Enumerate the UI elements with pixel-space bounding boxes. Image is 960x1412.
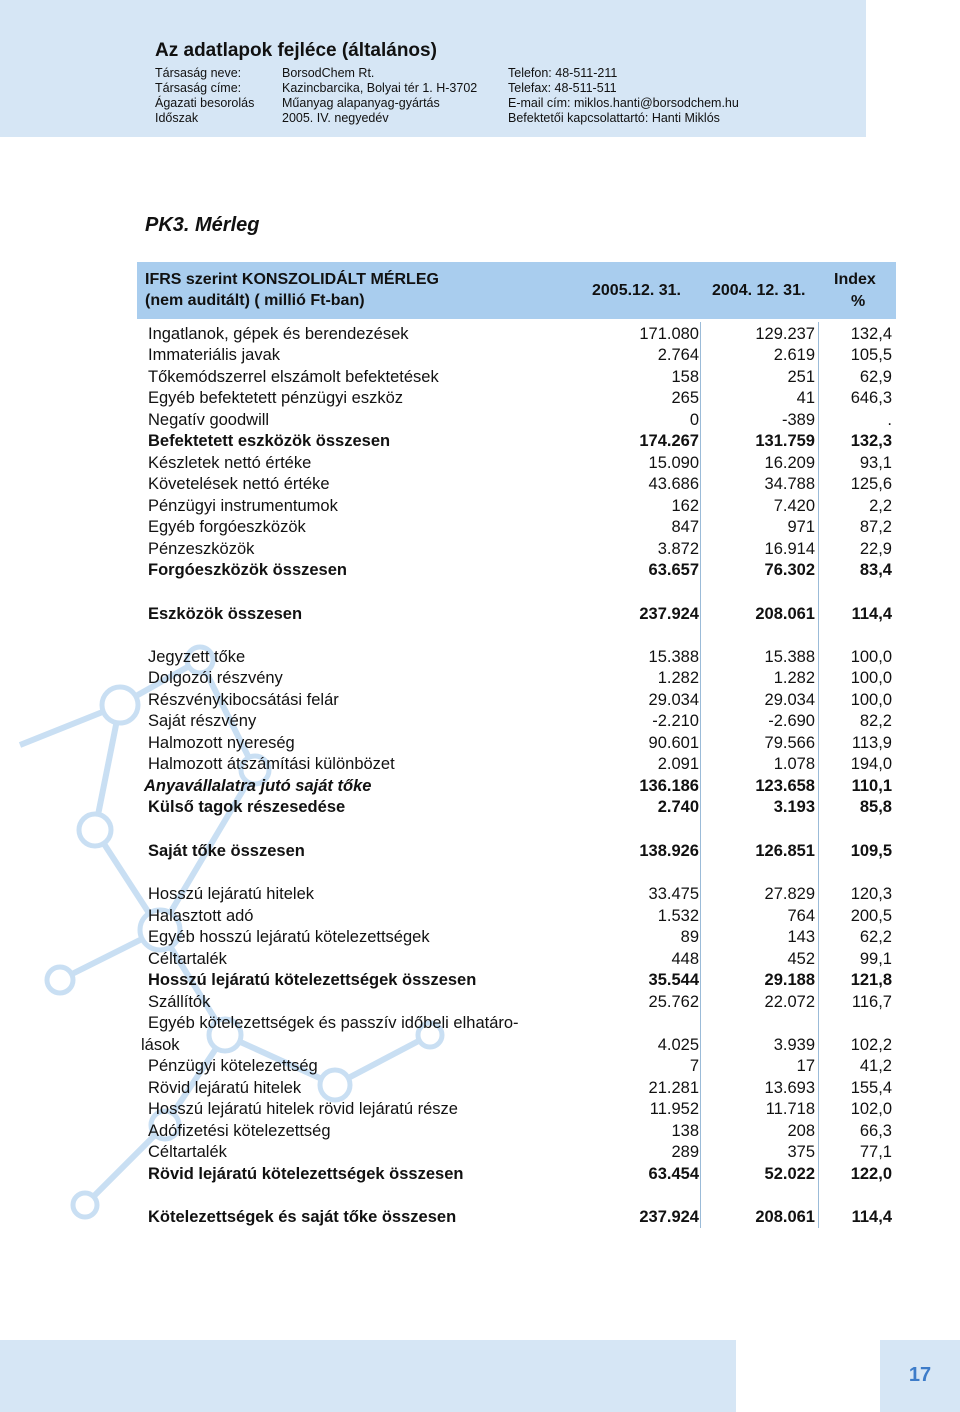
row-label: Saját részvény <box>148 712 257 730</box>
column-header-2005: 2005.12. 31. <box>592 282 681 299</box>
value-2004: 16.209 <box>764 454 815 472</box>
value-2005: 63.454 <box>648 1165 699 1183</box>
row-label: Egyéb forgóeszközök <box>148 518 306 536</box>
table-row-total <box>137 842 896 863</box>
value-2005: 0 <box>689 411 699 429</box>
value-index: 125,6 <box>850 475 892 493</box>
table-row <box>137 712 896 733</box>
value-2004: -389 <box>781 411 815 429</box>
section-title: PK3. Mérleg <box>145 214 260 236</box>
value-2004: 143 <box>787 928 815 946</box>
value-index: 62,2 <box>859 928 892 946</box>
value-index: 82,2 <box>859 712 892 730</box>
value-index: 99,1 <box>859 950 892 968</box>
header-value: BorsodChem Rt. <box>282 66 375 80</box>
value-index: 109,5 <box>850 842 892 860</box>
table-row <box>137 1036 896 1057</box>
table-row <box>137 454 896 475</box>
table-row-total <box>137 798 896 819</box>
table-row <box>137 540 896 561</box>
value-2005: 158 <box>671 368 699 386</box>
table-row <box>137 669 896 690</box>
row-label: Részvénykibocsátási felár <box>148 691 339 709</box>
row-label: Szállítók <box>148 993 211 1011</box>
column-header-index-unit: % <box>851 293 866 310</box>
row-label-continued: lások <box>141 1036 180 1054</box>
table-row-total <box>137 1208 896 1229</box>
value-index: 66,3 <box>859 1122 892 1140</box>
row-label: Egyéb hosszú lejáratú kötelezettségek <box>148 928 430 946</box>
value-2005: 63.657 <box>648 561 699 579</box>
row-label: Hosszú lejáratú hitelek <box>148 885 314 903</box>
header-contact: E-mail cím: miklos.hanti@borsodchem.hu <box>508 96 739 110</box>
value-2005: 25.762 <box>648 993 699 1011</box>
value-index: 114,4 <box>851 605 892 623</box>
value-2004: 971 <box>787 518 815 536</box>
table-row <box>137 691 896 712</box>
value-index: 100,0 <box>850 648 892 666</box>
value-2004: 3.939 <box>773 1036 815 1054</box>
value-index: 87,2 <box>859 518 892 536</box>
value-2004: 7.420 <box>773 497 815 515</box>
value-index: 155,4 <box>850 1079 892 1097</box>
table-row <box>137 928 896 949</box>
value-2005: 162 <box>671 497 699 515</box>
header-label: Időszak <box>155 111 199 125</box>
value-index: 62,9 <box>859 368 892 386</box>
value-2005: 136.186 <box>639 777 699 795</box>
header-value: 2005. IV. negyedév <box>282 111 389 125</box>
value-2004: 3.193 <box>773 798 815 816</box>
value-2004: 208.061 <box>755 1208 815 1226</box>
table-header <box>137 262 896 319</box>
value-2004: 11.718 <box>765 1100 815 1118</box>
row-label: Halmozott nyereség <box>148 734 295 752</box>
header-title: Az adatlapok fejléce (általános) <box>155 40 437 61</box>
value-2004: 123.658 <box>755 777 815 795</box>
table-row <box>137 346 896 367</box>
row-label: Immateriális javak <box>148 346 281 364</box>
value-index: 110,1 <box>851 777 892 795</box>
value-2004: 52.022 <box>764 1165 815 1183</box>
value-2005: 7 <box>689 1057 699 1075</box>
value-2004: 131.759 <box>755 432 815 450</box>
value-2005: 29.034 <box>648 691 699 709</box>
value-index: 83,4 <box>859 561 892 579</box>
row-label: Anyavállalatra jutó saját tőke <box>144 777 372 795</box>
value-2004: 27.829 <box>764 885 815 903</box>
row-label: Rövid lejáratú hitelek <box>148 1079 302 1097</box>
value-index: 132,3 <box>850 432 892 450</box>
value-2004: 22.072 <box>764 993 815 1011</box>
value-2005: 21.281 <box>648 1079 699 1097</box>
value-2005: 138 <box>671 1122 699 1140</box>
value-2004: 17 <box>796 1057 815 1075</box>
table-row <box>137 885 896 906</box>
table-row-total <box>137 432 896 453</box>
row-label: Tőkemódszerrel elszámolt befektetések <box>148 368 439 386</box>
row-label: Készletek nettó értéke <box>148 454 312 472</box>
value-index: 2,2 <box>869 497 892 515</box>
value-2004: 34.788 <box>764 475 815 493</box>
table-header-subtitle: (nem auditált) ( millió Ft-ban) <box>145 292 365 309</box>
value-index: 194,0 <box>850 755 892 773</box>
value-2004: 41 <box>796 389 815 407</box>
table-row-total <box>137 605 896 626</box>
value-index: 114,4 <box>851 1208 892 1226</box>
value-2004: 1.078 <box>773 755 815 773</box>
value-2004: 15.388 <box>764 648 815 666</box>
value-2005: 171.080 <box>639 325 699 343</box>
row-label: Forgóeszközök összesen <box>148 561 347 579</box>
table-row <box>137 368 896 389</box>
table-row <box>137 950 896 971</box>
value-2004: -2.690 <box>768 712 815 730</box>
row-label: Negatív goodwill <box>148 411 270 429</box>
value-2005: 2.764 <box>657 346 699 364</box>
value-2005: 35.544 <box>648 971 699 989</box>
table-row <box>137 411 896 432</box>
value-2004: 126.851 <box>755 842 815 860</box>
value-2005: 90.601 <box>648 734 699 752</box>
header-contact: Befektetői kapcsolattartó: Hanti Miklós <box>508 111 720 125</box>
value-index: 41,2 <box>859 1057 892 1075</box>
footer-bar <box>0 1340 736 1412</box>
row-label: Jegyzett tőke <box>148 648 246 666</box>
value-2005: 289 <box>671 1143 699 1161</box>
table-row <box>137 475 896 496</box>
row-label: Ingatlanok, gépek és berendezések <box>148 325 409 343</box>
page-number: 17 <box>908 1364 932 1386</box>
value-2005: 237.924 <box>639 605 699 623</box>
header-contact: Telefon: 48-511-211 <box>508 66 618 80</box>
value-index: 132,4 <box>850 325 892 343</box>
table-row <box>137 1100 896 1121</box>
row-label: Pénzügyi instrumentumok <box>148 497 338 515</box>
table-row <box>137 648 896 669</box>
row-label: Hosszú lejáratú kötelezettségek összesen <box>148 971 477 989</box>
table-row <box>137 325 896 346</box>
table-row <box>137 1143 896 1164</box>
value-2004: 29.034 <box>764 691 815 709</box>
value-index: 102,0 <box>850 1100 892 1118</box>
table-row-total <box>137 1165 896 1186</box>
row-label: Halasztott adó <box>148 907 254 925</box>
value-index: 100,0 <box>850 669 892 687</box>
value-index: 116,7 <box>851 993 892 1011</box>
table-row <box>137 389 896 410</box>
value-index: . <box>887 411 892 429</box>
value-index: 22,9 <box>859 540 892 558</box>
value-2005: 3.872 <box>657 540 699 558</box>
value-2005: 847 <box>671 518 699 536</box>
value-index: 77,1 <box>859 1143 892 1161</box>
value-2005: 15.090 <box>648 454 699 472</box>
value-2004: 129.237 <box>755 325 815 343</box>
value-2005: 89 <box>680 928 699 946</box>
row-label: Követelések nettó értéke <box>148 475 330 493</box>
value-index: 200,5 <box>850 907 892 925</box>
header-contact: Telefax: 48-511-511 <box>508 81 617 95</box>
value-2005: 11.952 <box>649 1100 699 1118</box>
value-2004: 29.188 <box>764 971 815 989</box>
header-label: Ágazati besorolás <box>155 96 255 110</box>
value-2005: 15.388 <box>648 648 699 666</box>
row-label: Befektetett eszközök összesen <box>148 432 391 450</box>
table-row <box>137 755 896 776</box>
value-2005: 138.926 <box>639 842 699 860</box>
value-2005: 43.686 <box>648 475 699 493</box>
table-row <box>137 734 896 755</box>
value-index: 105,5 <box>850 346 892 364</box>
value-index: 121,8 <box>850 971 892 989</box>
value-2005: 448 <box>671 950 699 968</box>
value-2005: 2.740 <box>657 798 699 816</box>
row-label: Dolgozói részvény <box>148 669 283 687</box>
value-index: 113,9 <box>851 734 892 752</box>
header-label: Társaság címe: <box>155 81 242 95</box>
table-row-total <box>137 971 896 992</box>
column-header-2004: 2004. 12. 31. <box>712 282 806 299</box>
row-label: Céltartalék <box>148 1143 227 1161</box>
value-2004: 764 <box>787 907 815 925</box>
row-label: Pénzügyi kötelezettség <box>148 1057 318 1075</box>
value-2005: 174.267 <box>639 432 699 450</box>
value-2004: 251 <box>787 368 815 386</box>
table-row <box>137 497 896 518</box>
row-label: Halmozott átszámítási különbözet <box>148 755 395 773</box>
value-2004: 79.566 <box>764 734 815 752</box>
value-2004: 1.282 <box>773 669 815 687</box>
value-2005: -2.210 <box>652 712 699 730</box>
row-label: Kötelezettségek és saját tőke összesen <box>148 1208 457 1226</box>
value-index: 646,3 <box>850 389 892 407</box>
table-row-total <box>137 561 896 582</box>
header-value: Műanyag alapanyag-gyártás <box>282 96 440 110</box>
value-2005: 265 <box>671 389 699 407</box>
table-row <box>137 993 896 1014</box>
table-row <box>137 1014 896 1035</box>
value-index: 122,0 <box>850 1165 892 1183</box>
value-2004: 375 <box>787 1143 815 1161</box>
row-label: Eszközök összesen <box>148 605 303 623</box>
value-2005: 4.025 <box>657 1036 699 1054</box>
row-label: Saját tőke összesen <box>148 842 305 860</box>
row-label: Külső tagok részesedése <box>148 798 346 816</box>
value-2004: 76.302 <box>764 561 815 579</box>
document-header <box>0 0 866 137</box>
value-2004: 16.914 <box>764 540 815 558</box>
value-2004: 2.619 <box>773 346 815 364</box>
value-2005: 1.532 <box>657 907 699 925</box>
row-label: Egyéb kötelezettségek és passzív időbeli elhatáro- <box>148 1014 519 1032</box>
table-row <box>137 1122 896 1143</box>
value-index: 100,0 <box>850 691 892 709</box>
value-2004: 13.693 <box>764 1079 815 1097</box>
value-2005: 237.924 <box>639 1208 699 1226</box>
table-header-title: IFRS szerint KONSZOLIDÁLT MÉRLEG <box>145 271 439 288</box>
value-2005: 1.282 <box>657 669 699 687</box>
row-label: Céltartalék <box>148 950 227 968</box>
row-label: Pénzeszközök <box>148 540 255 558</box>
value-index: 120,3 <box>850 885 892 903</box>
table-row <box>137 518 896 539</box>
value-2005: 2.091 <box>657 755 699 773</box>
row-label: Egyéb befektetett pénzügyi eszköz <box>148 389 403 407</box>
table-row-total <box>137 777 896 798</box>
column-header-index: Index <box>834 271 876 288</box>
value-2004: 208 <box>787 1122 815 1140</box>
value-index: 93,1 <box>859 454 892 472</box>
value-index: 85,8 <box>859 798 892 816</box>
header-label: Társaság neve: <box>155 66 242 80</box>
row-label: Hosszú lejáratú hitelek rövid lejáratú része <box>148 1100 458 1118</box>
row-label: Adófizetési kötelezettség <box>148 1122 331 1140</box>
page-number-box <box>880 1340 960 1412</box>
header-value: Kazincbarcika, Bolyai tér 1. H-3702 <box>282 81 478 95</box>
table-row <box>137 1057 896 1078</box>
value-2004: 208.061 <box>755 605 815 623</box>
table-row <box>137 1079 896 1100</box>
row-label: Rövid lejáratú kötelezettségek összesen <box>148 1165 464 1183</box>
value-2004: 452 <box>787 950 815 968</box>
table-row <box>137 907 896 928</box>
value-index: 102,2 <box>850 1036 892 1054</box>
value-2005: 33.475 <box>648 885 699 903</box>
